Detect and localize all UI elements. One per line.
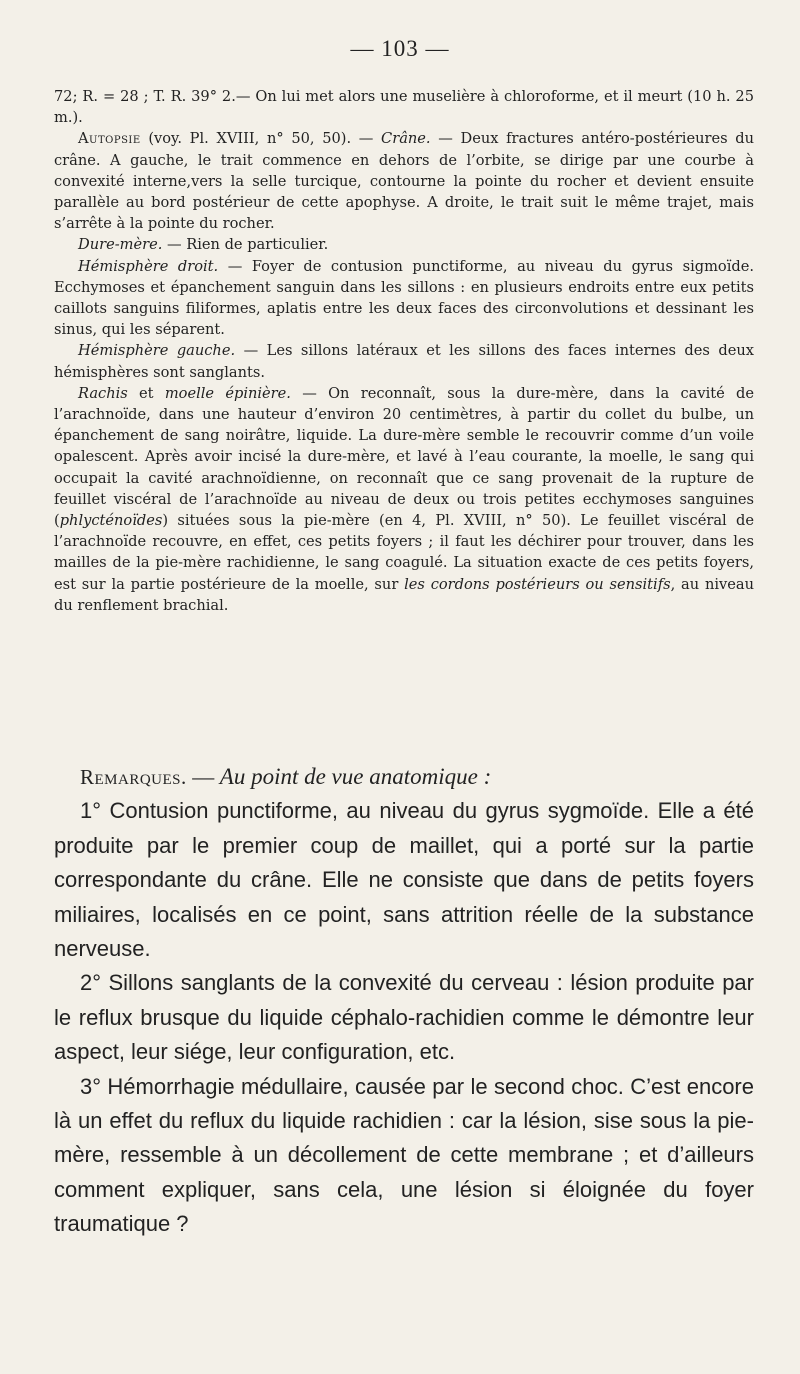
remarks-subtitle: Au point de vue anatomique : [219, 764, 492, 789]
dura-mater-text: — Rien de particulier. [162, 236, 329, 254]
phlyctenoid-term: phlycténoïdes [59, 512, 163, 530]
spine-paragraph [54, 383, 754, 616]
case-vitals-paragraph: 72; R. = 28 ; T. R. 39° 2.— On lui met alors une muselière à chloroforme, et il meurt (10 h. 25 m.). [54, 88, 754, 127]
right-hemisphere-label: Hémisphère droit. [78, 257, 219, 275]
spine-text-3: , au niveau du renflement brachial. [54, 575, 754, 614]
dura-mater-paragraph [54, 234, 754, 255]
autopsy-label: Autopsie [78, 130, 141, 148]
case-record [54, 86, 754, 616]
remark-item: 2° Sillons sanglants de la convexité du cerveau : lésion produite par le reflux brusque du liquide céphalo-rachidien comme le démontre leur aspect, leur siége, leur configuration, etc. [54, 970, 754, 1065]
spine-label: Rachis [78, 384, 128, 402]
remarks-dash: — [186, 764, 220, 789]
dura-mater-label: Dure-mère. [78, 236, 163, 254]
spine-text-2: ) situées sous la pie-mère (en 4, Pl. XVIII, n° 50). Le feuillet viscéral de l’arachnoïde recouvre, en effet, ces petits foyers ; il faut les déchirer pour trouver, dans les mailles de la pie-mère rachidienne, le sang coagulé. La situation exacte de ces petits foyers, est sur la partie postérieure de la moelle, sur [54, 512, 754, 593]
left-hemisphere-paragraph [54, 340, 754, 382]
page-number: — 103 — [350, 36, 450, 61]
remarks-label: Remarques. [80, 765, 187, 789]
autopsy-paragraph [54, 128, 754, 234]
left-hemisphere-label: Hémisphère gauche. [78, 342, 236, 360]
remarks-section [54, 760, 754, 1242]
remark-item: 1° Contusion punctiforme, au niveau du gyrus sygmoïde. Elle a été produite par le premier coup de maillet, qui a porté sur la partie correspondante du crâne. Elle ne consiste que dans de petits foyers miliaires, localisés en ce point, sans attrition réelle de la substance nerveuse. [54, 798, 754, 962]
autopsy-reference: (voy. Pl. XVIII, n° 50, 50). — [140, 130, 382, 148]
spinal-cord-label: moelle épinière. [164, 384, 291, 402]
skull-label: Crâne. [381, 130, 431, 148]
right-hemisphere-text: — Foyer de contusion punctiforme, au niveau du gyrus sigmoïde. Ecchymoses et épanchement sanguin dans les sillons : en plusieurs endroits entre eux petits caillots sanguins filiformes, aplatis entre les deux faces des circonvolutions et dessinant les sinus, qui les séparent. [54, 257, 754, 339]
right-hemisphere-paragraph [54, 256, 754, 341]
left-hemisphere-text: — Les sillons latéraux et les sillons des faces internes des deux hémisphères sont sanglants. [54, 342, 754, 381]
spine-text-1: — On reconnaît, sous la dure-mère, dans la cavité de l’arachnoïde, dans une hauteur d’environ 20 centimètres, à partir du collet du bulbe, un épanchement de sang noirâtre, liquide. La dure-mère semble le recouvrir comme d’un voile opalescent. Après avoir incisé la dure-mère, et lavé à l’eau courante, la moelle, le sang qui occupait la cavité arachnoïdienne, on reconnaît que ce sang provenait de la rupture de feuillet viscéral de l’arachnoïde au niveau de deux ou trois petites ecchymoses sanguines ( [54, 384, 754, 530]
remarks-heading [54, 760, 754, 794]
remark-item: 3° Hémorrhagie médullaire, causée par le second choc. C’est encore là un effet du reflux du liquide rachidien : car la lésion, sise sous la pie-mère, ressemble à un décollement de cette membrane ; et d’ailleurs comment expliquer, sans cela, une lésion si éloignée du foyer traumatique ? [54, 1073, 754, 1237]
skull-text: — Deux fractures antéro-postérieures du crâne. A gauche, le trait commence en dehors de l’orbite, se dirige par une courbe à convexité interne,vers la selle turcique, contourne la pointe du rocher et devient ensuite parallèle au bord postérieur de cette apophyse. A droite, le trait suit le même trajet, mais s’arrête à la pointe du rocher. [54, 130, 755, 233]
posterior-cords-term: les cordons postérieurs ou sensitifs [404, 575, 671, 593]
spine-connector: et [127, 384, 165, 402]
